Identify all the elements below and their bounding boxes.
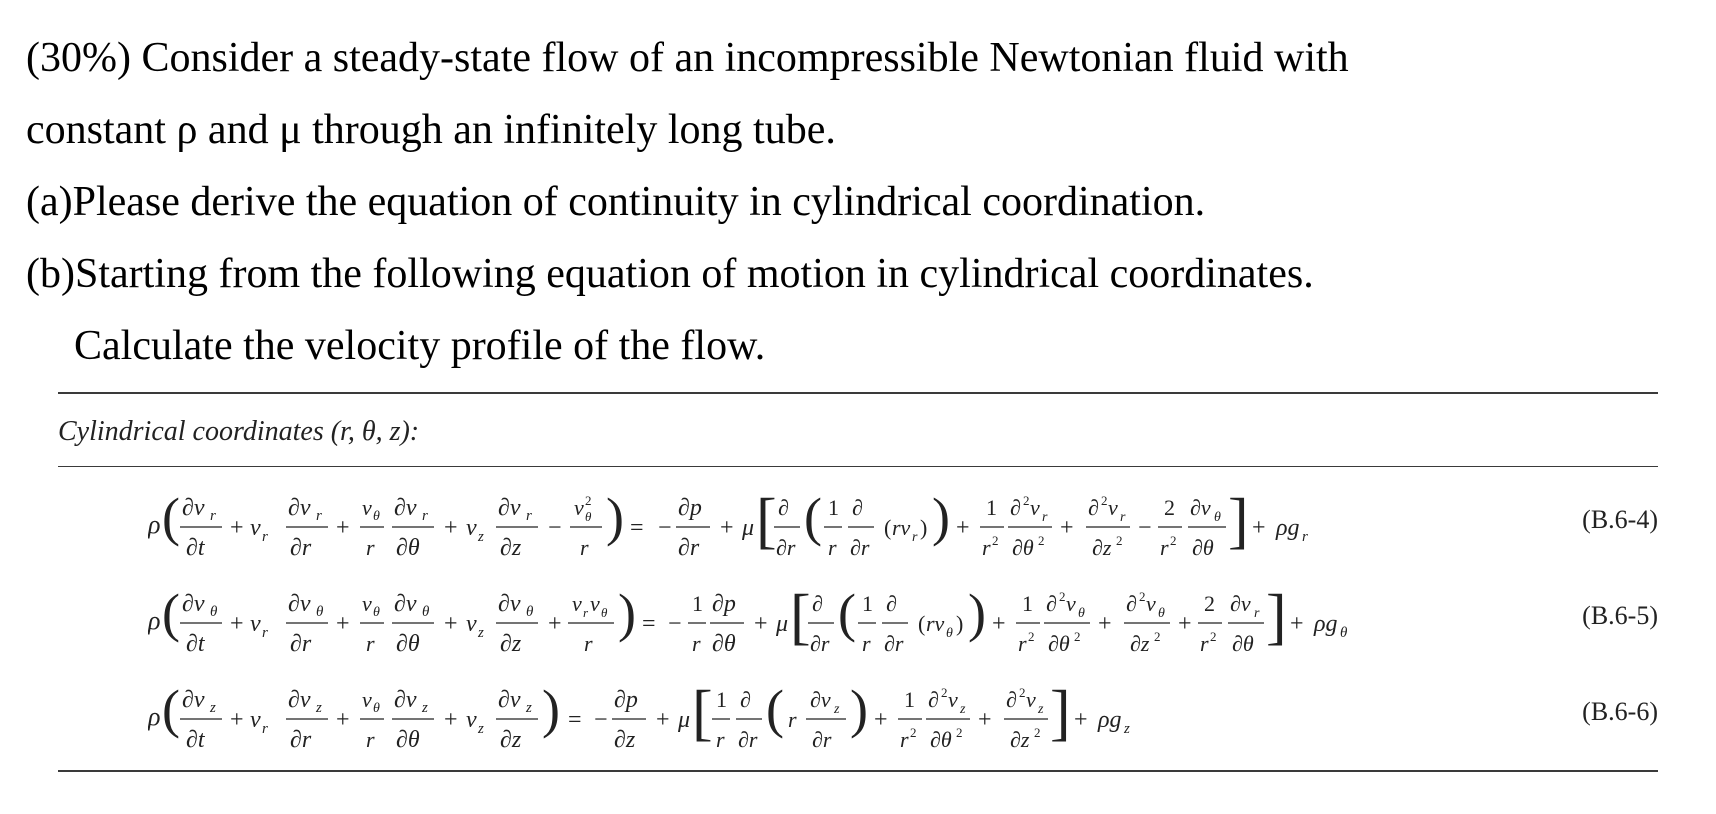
svg-text:rv: rv <box>892 515 911 540</box>
svg-text:+: + <box>992 611 1006 637</box>
svg-text:∂v: ∂v <box>182 495 205 521</box>
svg-text:[: [ <box>692 679 713 747</box>
svg-text:(: ( <box>162 679 180 739</box>
svg-text:v: v <box>250 515 261 541</box>
svg-text:∂: ∂ <box>1006 687 1017 712</box>
svg-text:θ: θ <box>316 604 324 620</box>
svg-text:r: r <box>788 707 797 732</box>
svg-text:v: v <box>466 515 477 541</box>
svg-text:+: + <box>956 515 970 541</box>
svg-text:+: + <box>978 707 992 733</box>
svg-text:+: + <box>1074 707 1088 733</box>
svg-text:+: + <box>1060 515 1074 541</box>
svg-text:∂z: ∂z <box>500 727 522 753</box>
svg-text:∂v: ∂v <box>394 591 417 617</box>
svg-text:2: 2 <box>1204 591 1215 616</box>
svg-text:2: 2 <box>910 725 917 740</box>
svg-text:=: = <box>630 515 644 541</box>
svg-text:ρg: ρg <box>1098 707 1122 733</box>
svg-text:(: ( <box>918 611 926 636</box>
problem-line-1: (30%) Consider a steady-state flow of an incompressible Newtonian fluid with <box>26 35 1349 81</box>
svg-text:r: r <box>262 625 268 641</box>
svg-text:∂θ: ∂θ <box>1048 631 1070 656</box>
svg-text:+: + <box>548 611 562 637</box>
svg-text:2: 2 <box>1038 533 1045 548</box>
svg-text:1: 1 <box>1022 591 1033 616</box>
svg-text:∂: ∂ <box>812 591 823 616</box>
svg-text:ρ: ρ <box>148 606 161 635</box>
svg-text:∂t: ∂t <box>186 631 205 657</box>
svg-text:]: ] <box>1228 487 1249 555</box>
svg-text:z: z <box>526 700 532 716</box>
svg-text:[: [ <box>790 583 811 651</box>
svg-text:=: = <box>568 707 582 733</box>
svg-text:∂: ∂ <box>1010 495 1021 520</box>
svg-text:v: v <box>948 687 958 712</box>
svg-text:θ: θ <box>373 701 380 716</box>
svg-text:): ) <box>850 679 868 739</box>
svg-text:r: r <box>828 535 837 560</box>
svg-text:2: 2 <box>1210 629 1217 644</box>
svg-text:): ) <box>542 679 560 739</box>
equation-r-math <box>148 475 1488 571</box>
svg-text:1: 1 <box>986 495 997 520</box>
svg-text:θ: θ <box>210 604 218 620</box>
svg-text:): ) <box>618 583 636 643</box>
svg-text:−: − <box>658 515 672 541</box>
svg-text:∂r: ∂r <box>678 535 700 561</box>
svg-text:): ) <box>920 515 928 540</box>
svg-text:θ: θ <box>526 604 534 620</box>
svg-text:2: 2 <box>1164 495 1175 520</box>
svg-text:v: v <box>250 611 261 637</box>
svg-text:∂: ∂ <box>1126 591 1137 616</box>
svg-text:∂r: ∂r <box>884 631 904 656</box>
svg-text:v: v <box>1146 591 1156 616</box>
svg-text:v: v <box>466 707 477 733</box>
svg-text:2: 2 <box>1116 533 1123 548</box>
svg-text:v: v <box>1108 495 1118 520</box>
svg-text:v: v <box>1026 687 1036 712</box>
svg-text:1: 1 <box>904 687 915 712</box>
svg-text:2: 2 <box>992 533 999 548</box>
svg-text:+: + <box>1290 611 1304 637</box>
svg-text:−: − <box>668 611 682 637</box>
svg-text:∂v: ∂v <box>182 591 205 617</box>
svg-text:∂: ∂ <box>928 687 939 712</box>
svg-text:2: 2 <box>1154 629 1161 644</box>
svg-text:]: ] <box>1266 583 1287 651</box>
equation-theta-math <box>148 571 1488 667</box>
svg-text:∂v: ∂v <box>394 495 417 521</box>
svg-text:r: r <box>366 631 375 656</box>
problem-line-b: (b)Starting from the following equation of motion in cylindrical coordinates. <box>26 251 1314 297</box>
svg-text:z: z <box>1038 702 1044 717</box>
svg-text:r: r <box>862 631 871 656</box>
svg-text:1: 1 <box>862 591 873 616</box>
svg-text:r: r <box>1160 535 1169 560</box>
svg-text:+: + <box>336 611 350 637</box>
svg-text:+: + <box>230 611 244 637</box>
svg-text:(: ( <box>766 679 784 739</box>
svg-text:μ: μ <box>678 707 691 733</box>
svg-text:v: v <box>1066 591 1076 616</box>
svg-text:2: 2 <box>1059 589 1066 604</box>
svg-text:∂r: ∂r <box>850 535 870 560</box>
svg-text:]: ] <box>1050 679 1071 747</box>
svg-text:+: + <box>230 707 244 733</box>
svg-text:v: v <box>572 591 582 616</box>
svg-text:z: z <box>1124 721 1130 737</box>
svg-text:∂z: ∂z <box>500 535 522 561</box>
svg-text:∂p: ∂p <box>678 495 702 521</box>
svg-text:∂r: ∂r <box>290 631 312 657</box>
svg-text:+: + <box>656 707 670 733</box>
svg-text:): ) <box>956 611 964 636</box>
svg-text:∂r: ∂r <box>812 727 832 752</box>
svg-text:ρ: ρ <box>148 510 161 539</box>
svg-text:∂: ∂ <box>740 687 751 712</box>
svg-text:r: r <box>583 605 589 620</box>
svg-text:v: v <box>362 591 372 616</box>
svg-text:1: 1 <box>716 687 727 712</box>
svg-text:z: z <box>316 700 322 716</box>
svg-text:∂v: ∂v <box>810 687 831 712</box>
svg-text:z: z <box>422 700 428 716</box>
svg-text:r: r <box>526 508 532 524</box>
svg-text:ρ: ρ <box>148 702 161 731</box>
svg-text:∂t: ∂t <box>186 535 205 561</box>
svg-text:μ: μ <box>742 515 755 541</box>
svg-text:=: = <box>642 611 656 637</box>
svg-text:∂θ: ∂θ <box>1192 535 1214 560</box>
svg-text:2: 2 <box>956 725 963 740</box>
equation-number-r: (B.6-4) <box>1582 505 1658 534</box>
svg-text:∂r: ∂r <box>290 535 312 561</box>
svg-text:∂: ∂ <box>1046 591 1057 616</box>
svg-text:(: ( <box>162 583 180 643</box>
svg-text:(: ( <box>838 583 856 643</box>
svg-text:∂t: ∂t <box>186 727 205 753</box>
svg-text:): ) <box>932 487 950 547</box>
svg-text:∂z: ∂z <box>500 631 522 657</box>
svg-text:2: 2 <box>941 685 948 700</box>
svg-text:∂r: ∂r <box>776 535 796 560</box>
svg-text:2: 2 <box>1101 493 1108 508</box>
svg-text:θ: θ <box>946 626 953 641</box>
svg-text:θ: θ <box>601 605 608 620</box>
svg-text:∂z: ∂z <box>1092 535 1112 560</box>
svg-text:−: − <box>1138 515 1152 541</box>
svg-text:ρg: ρg <box>1276 515 1300 541</box>
svg-text:∂r: ∂r <box>810 631 830 656</box>
svg-text:2: 2 <box>1019 685 1026 700</box>
svg-text:2: 2 <box>1028 629 1035 644</box>
svg-text:z: z <box>960 702 966 717</box>
svg-text:∂θ: ∂θ <box>1232 631 1254 656</box>
svg-text:2: 2 <box>585 493 592 508</box>
equation-z-math <box>148 667 1488 763</box>
svg-text:∂: ∂ <box>852 495 863 520</box>
svg-text:r: r <box>1254 606 1260 621</box>
svg-text:r: r <box>1042 510 1048 525</box>
svg-text:−: − <box>548 515 562 541</box>
svg-text:1: 1 <box>828 495 839 520</box>
svg-text:+: + <box>230 515 244 541</box>
svg-text:z: z <box>210 700 216 716</box>
svg-text:θ: θ <box>373 605 380 620</box>
svg-text:r: r <box>1302 529 1308 545</box>
svg-text:+: + <box>1252 515 1266 541</box>
svg-text:z: z <box>834 702 840 717</box>
svg-text:2: 2 <box>1023 493 1030 508</box>
svg-text:−: − <box>594 707 608 733</box>
svg-text:∂v: ∂v <box>498 687 521 713</box>
svg-text:r: r <box>912 530 918 545</box>
svg-text:∂: ∂ <box>778 495 789 520</box>
svg-text:2: 2 <box>1034 725 1041 740</box>
svg-text:θ: θ <box>1214 510 1221 525</box>
svg-text:+: + <box>1178 611 1192 637</box>
svg-text:v: v <box>1030 495 1040 520</box>
svg-text:r: r <box>366 535 375 560</box>
svg-text:∂r: ∂r <box>738 727 758 752</box>
svg-text:r: r <box>262 721 268 737</box>
svg-text:z: z <box>478 721 484 737</box>
svg-text:∂v: ∂v <box>498 495 521 521</box>
equation-number-theta: (B.6-5) <box>1582 601 1658 630</box>
svg-text:): ) <box>968 583 986 643</box>
svg-text:v: v <box>466 611 477 637</box>
svg-text:2: 2 <box>1170 533 1177 548</box>
svg-text:r: r <box>1200 631 1209 656</box>
svg-text:+: + <box>1098 611 1112 637</box>
equation-z <box>58 667 1658 763</box>
svg-text:r: r <box>1120 510 1126 525</box>
svg-text:(: ( <box>162 487 180 547</box>
svg-text:v: v <box>362 687 372 712</box>
svg-text:2: 2 <box>1139 589 1146 604</box>
svg-text:∂p: ∂p <box>614 687 638 713</box>
equation-theta <box>58 571 1658 667</box>
svg-text:θ: θ <box>1158 606 1165 621</box>
problem-statement <box>26 22 1706 382</box>
svg-text:r: r <box>584 631 593 656</box>
svg-text:r: r <box>210 508 216 524</box>
svg-text:∂v: ∂v <box>498 591 521 617</box>
svg-text:∂v: ∂v <box>394 687 417 713</box>
svg-text:r: r <box>692 631 701 656</box>
svg-text:θ: θ <box>585 509 592 524</box>
svg-text:+: + <box>336 707 350 733</box>
svg-text:+: + <box>444 611 458 637</box>
svg-text:(: ( <box>884 515 892 540</box>
svg-text:θ: θ <box>422 604 430 620</box>
svg-text:r: r <box>900 727 909 752</box>
svg-text:∂r: ∂r <box>290 727 312 753</box>
svg-text:r: r <box>1018 631 1027 656</box>
svg-text:∂: ∂ <box>886 591 897 616</box>
svg-text:+: + <box>444 707 458 733</box>
problem-line-2: constant ρ and μ through an infinitely long tube. <box>26 107 836 153</box>
svg-text:∂v: ∂v <box>288 591 311 617</box>
svg-text:∂θ: ∂θ <box>396 535 420 561</box>
svg-text:∂θ: ∂θ <box>712 631 736 657</box>
svg-text:∂θ: ∂θ <box>396 631 420 657</box>
svg-text:∂: ∂ <box>1088 495 1099 520</box>
svg-text:∂v: ∂v <box>1190 495 1211 520</box>
svg-text:∂z: ∂z <box>1130 631 1150 656</box>
equation-number-z: (B.6-6) <box>1582 697 1658 726</box>
svg-text:(: ( <box>804 487 822 547</box>
svg-text:θ: θ <box>1340 625 1348 641</box>
svg-text:∂v: ∂v <box>182 687 205 713</box>
table-top-rule <box>58 392 1658 394</box>
table-bottom-rule <box>58 770 1658 772</box>
svg-text:z: z <box>478 529 484 545</box>
table-caption-rule <box>58 466 1658 467</box>
svg-text:): ) <box>606 487 624 547</box>
equation-r <box>58 475 1658 571</box>
svg-text:r: r <box>580 535 589 560</box>
svg-text:v: v <box>590 591 600 616</box>
svg-text:+: + <box>754 611 768 637</box>
svg-text:ρg: ρg <box>1314 611 1338 637</box>
svg-text:r: r <box>316 508 322 524</box>
table-caption: Cylindrical coordinates (r, θ, z): <box>58 416 420 447</box>
svg-text:∂p: ∂p <box>712 591 736 617</box>
svg-text:+: + <box>720 515 734 541</box>
svg-text:[: [ <box>756 487 777 555</box>
svg-text:+: + <box>874 707 888 733</box>
svg-text:∂v: ∂v <box>1230 591 1251 616</box>
svg-text:v: v <box>574 495 584 520</box>
svg-text:2: 2 <box>1074 629 1081 644</box>
svg-text:∂z: ∂z <box>1010 727 1030 752</box>
svg-text:θ: θ <box>373 509 380 524</box>
svg-text:v: v <box>362 495 372 520</box>
svg-text:∂θ: ∂θ <box>396 727 420 753</box>
svg-text:v: v <box>250 707 261 733</box>
svg-text:∂θ: ∂θ <box>930 727 952 752</box>
svg-text:∂z: ∂z <box>614 727 636 753</box>
svg-text:∂v: ∂v <box>288 687 311 713</box>
svg-text:+: + <box>444 515 458 541</box>
svg-text:μ: μ <box>776 611 789 637</box>
svg-text:r: r <box>716 727 725 752</box>
problem-line-b-cont: Calculate the velocity profile of the flow. <box>74 323 766 369</box>
svg-text:r: r <box>366 727 375 752</box>
svg-text:θ: θ <box>1078 606 1085 621</box>
svg-text:∂v: ∂v <box>288 495 311 521</box>
equation-table <box>58 392 1658 763</box>
svg-text:+: + <box>336 515 350 541</box>
svg-text:z: z <box>478 625 484 641</box>
svg-text:rv: rv <box>926 611 945 636</box>
svg-text:r: r <box>982 535 991 560</box>
svg-text:r: r <box>422 508 428 524</box>
problem-line-a: (a)Please derive the equation of continuity in cylindrical coordination. <box>26 179 1206 225</box>
svg-text:r: r <box>262 529 268 545</box>
svg-text:∂θ: ∂θ <box>1012 535 1034 560</box>
svg-text:1: 1 <box>692 591 703 616</box>
